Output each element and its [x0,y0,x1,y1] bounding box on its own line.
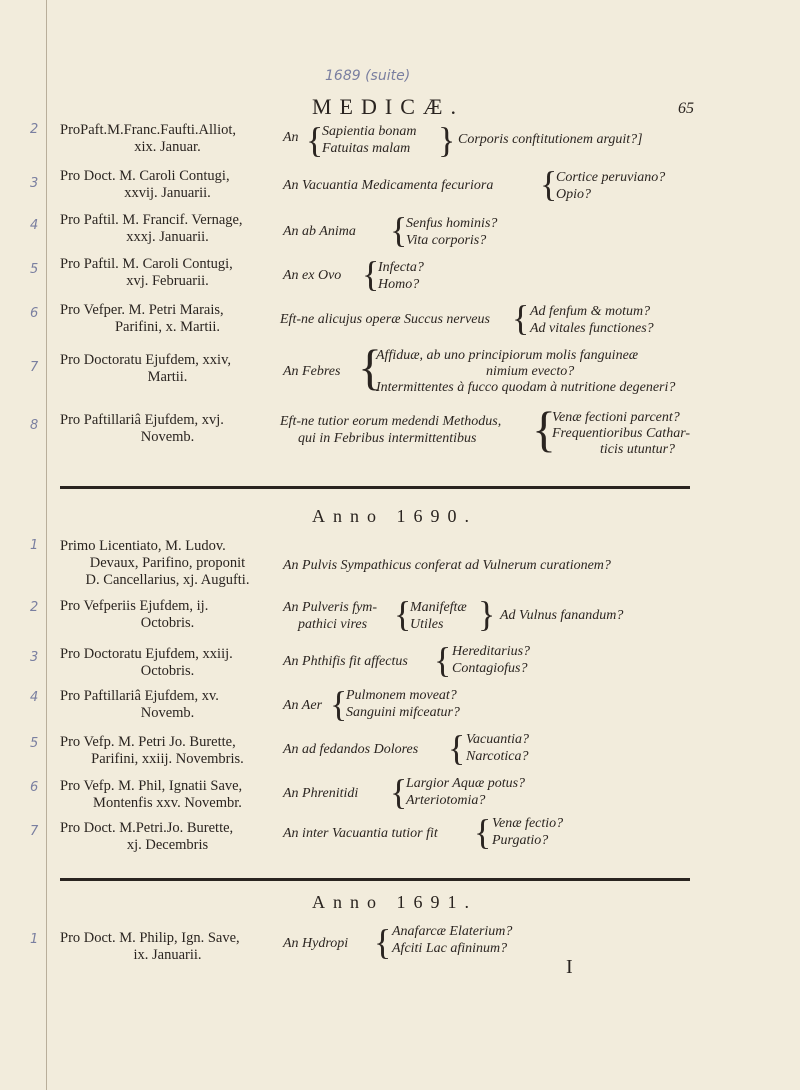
entry-title: Devaux, Parifino, proponit [89,555,246,571]
entry-title: Pro Paftil. M. Caroli Contugi, [60,256,233,272]
year-heading: Anno 1690. [312,506,477,526]
entry-title: Pro Doct. M. Philip, Ign. Save, [60,930,240,946]
thesis-entry-left [60,538,275,589]
entry-title: Pro Vefp. M. Petri Jo. Burette, [60,734,236,750]
entry-date: xxxj. Januarii. [126,229,209,245]
thesis-option: Sanguini mifceatur? [346,705,460,720]
entry-date: xvj. Februarii. [126,273,209,289]
year-heading: Anno 1691. [312,892,477,912]
thesis-text: Ad Vulnus fanandum? [500,608,624,623]
thesis-entry-left [60,256,275,290]
entry-date: Montenfis xxv. Novembr. [93,795,242,811]
entry-title: Pro Vefper. M. Petri Marais, [60,302,224,318]
thesis-option: Affiduæ, ab uno principiorum molis fanguineæ [376,348,639,363]
thesis-text: An Phthifis fit affectus [283,654,408,669]
thesis-entry-left [60,820,275,854]
thesis-entry-left [60,412,275,446]
thesis-text: Eft-ne alicujus operæ Succus nerveus [280,312,490,327]
thesis-option: Venæ fectio? [492,816,564,831]
brace: { [390,210,408,250]
thesis-option: Sapientia bonam [322,124,417,139]
thesis-entry-left [60,302,275,336]
margin-number: 7 [30,824,39,839]
brace: { [390,772,408,812]
thesis-text: qui in Febribus intermittentibus [298,431,477,446]
margin-number: 3 [30,650,39,665]
brace: { [330,684,348,724]
margin-line [46,0,47,1090]
thesis-option: Infecta? [378,260,424,275]
entry-title: Pro Vefperiis Ejufdem, ij. [60,598,209,614]
brace: { [394,594,412,634]
entry-date: Parifini, xxiij. Novembris. [91,751,244,767]
entry-date: Octobris. [140,663,195,679]
thesis-option: Utiles [410,617,444,632]
thesis-text: An Vacuantia Medicamenta fecuriora [283,178,494,193]
thesis-option: Hereditarius? [452,644,531,659]
thesis-option: Manifeftæ [410,600,467,615]
thesis-option: Senfus hominis? [406,216,498,231]
margin-number: 2 [30,600,39,615]
thesis-text: pathici vires [298,617,368,632]
brace: { [362,254,380,294]
entry-date: Novemb. [140,705,195,721]
thesis-entry-left [60,930,275,964]
entry-title: ProPaft.M.Franc.Faufti.Alliot, [60,122,237,138]
brace: { [306,120,324,160]
entry-title: Primo Licentiato, M. Ludov. [60,538,226,554]
brace: { [448,728,466,768]
signature-mark: I [566,956,573,978]
entry-title: Pro Doctoratu Ejufdem, xxiv, [60,352,232,368]
entry-title: Pro Vefp. M. Phil, Ignatii Save, [60,778,243,794]
thesis-option: Contagiofus? [452,661,528,676]
thesis-entry-left [60,688,275,722]
thesis-option: Anafarcæ Elaterium? [392,924,513,939]
thesis-option: Vacuantia? [466,732,529,747]
margin-number: 2 [30,122,39,137]
entry-date: xix. Januar. [134,139,201,155]
entry-title: Pro Doct. M. Caroli Contugi, [60,168,230,184]
thesis-entry-left [60,734,275,768]
entry-title: Pro Paftillariâ Ejufdem, xv. [60,688,219,704]
thesis-option: Venæ fectioni parcent? [552,410,680,425]
entry-date: Octobris. [140,615,195,631]
margin-number: 4 [30,218,39,233]
thesis-entry-left [60,168,275,202]
brace: { [374,922,392,962]
entry-title: Pro Paftillariâ Ejufdem, xvj. [60,412,224,428]
thesis-option: Opio? [556,187,591,202]
margin-number: 8 [30,418,39,433]
thesis-entry-left [60,778,275,812]
thesis-option: Arteriotomia? [406,793,486,808]
section-rule [60,486,690,489]
thesis-text: An [283,130,299,145]
margin-number: 7 [30,360,39,375]
thesis-option: nimium evecto? [486,364,575,379]
brace: { [358,339,382,395]
thesis-option: Ad fenfum & motum? [530,304,651,319]
thesis-text: An ab Anima [283,224,356,239]
margin-number: 3 [30,176,39,191]
handwritten-annotation: 1689 (suite) [325,68,411,84]
thesis-entry-left [60,598,275,632]
entry-date: xj. Decembris [126,837,209,853]
margin-number: 4 [30,690,39,705]
thesis-option: Frequentioribus Cathar- [552,426,691,441]
thesis-option: Afciti Lac afininum? [392,941,508,956]
thesis-option: ticis utuntur? [600,442,676,457]
brace: { [434,640,452,680]
margin-number: 1 [30,932,39,947]
thesis-entry-left [60,352,275,386]
thesis-option: Pulmonem moveat? [346,688,457,703]
thesis-text: An ad fedandos Dolores [283,742,419,757]
brace: } [478,594,496,634]
entry-title: Pro Paftil. M. Francif. Vernage, [60,212,243,228]
thesis-option: Vita corporis? [406,233,487,248]
thesis-text: An Pulveris fym- [283,600,378,615]
margin-number: 1 [30,538,39,553]
thesis-entry-left [60,122,275,156]
entry-date: Novemb. [140,429,195,445]
thesis-entry-left [60,212,275,246]
thesis-text: An inter Vacuantia tutior fit [283,826,438,841]
thesis-option: Intermittentes à fucco quodam à nutritione degeneri? [376,380,676,395]
thesis-entry-left [60,646,275,680]
thesis-text: Corporis conftitutionem arguit?] [458,132,643,147]
thesis-text: An Aer [283,698,323,713]
brace: { [474,812,492,852]
section-rule [60,878,690,881]
entry-date: xxvij. Januarii. [124,185,211,201]
entry-date: D. Cancellarius, xj. Augufti. [85,572,250,588]
margin-number: 5 [30,736,39,751]
thesis-option: Ad vitales functiones? [530,321,654,336]
thesis-option: Largior Aquæ potus? [406,776,526,791]
brace: { [540,164,558,204]
thesis-text: An Pulvis Sympathicus conferat ad Vulnerum curationem? [283,558,611,573]
thesis-text: An Hydropi [283,936,349,951]
brace: } [438,120,456,160]
thesis-text: An Febres [283,364,341,379]
entry-title: Pro Doctoratu Ejufdem, xxiij. [60,646,233,662]
entry-date: Martii. [147,369,188,385]
page-number: 65 [678,100,694,117]
entry-title: Pro Doct. M.Petri.Jo. Burette, [60,820,234,836]
thesis-option: Cortice peruviano? [556,170,666,185]
thesis-option: Purgatio? [492,833,549,848]
thesis-text: An ex Ovo [283,268,342,283]
thesis-option: Narcotica? [466,749,529,764]
page-title: MEDICÆ. [312,94,464,119]
margin-number: 6 [30,306,39,321]
margin-number: 5 [30,262,39,277]
entry-date: ix. Januarii. [133,947,202,963]
thesis-option: Fatuitas malam [322,141,411,156]
brace: { [532,401,556,457]
thesis-option: Homo? [378,277,420,292]
thesis-text: An Phrenitidi [283,786,359,801]
brace: { [512,298,530,338]
margin-number: 6 [30,780,39,795]
entry-date: Parifini, x. Martii. [114,319,221,335]
thesis-text: Eft-ne tutior eorum medendi Methodus, [280,414,502,429]
